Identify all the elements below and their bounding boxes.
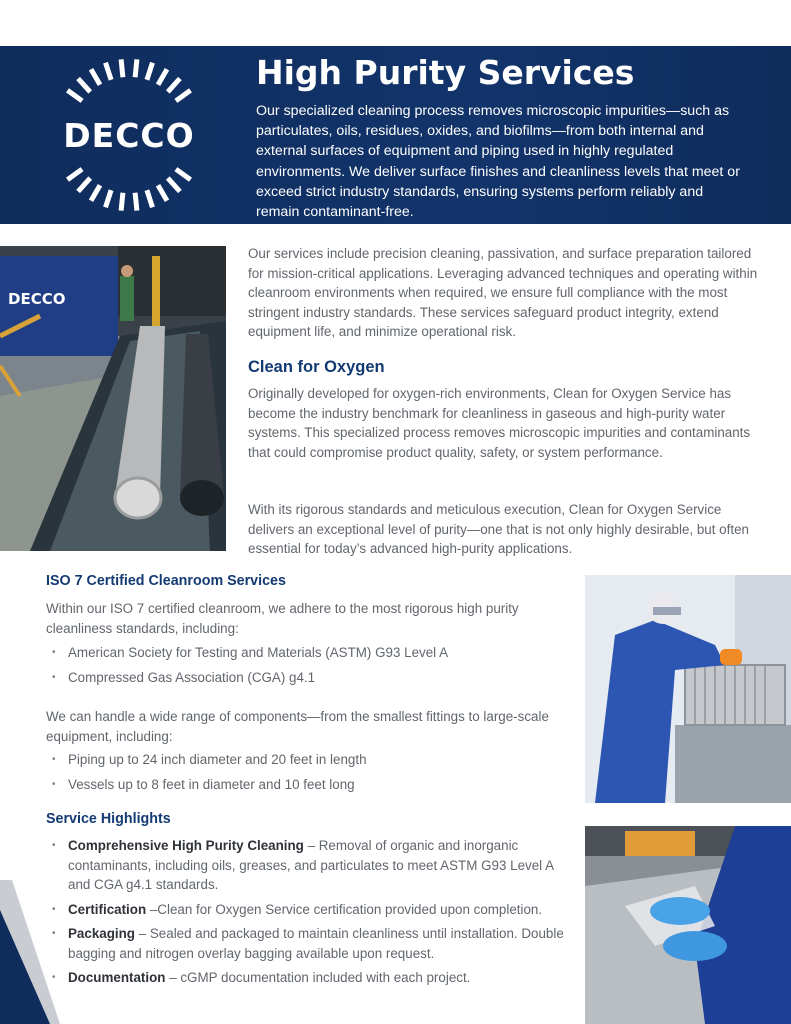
highlight-item <box>46 924 566 963</box>
highlight-text: – Removal of organic and inorganic contaminants, including oils, greases, and particulates to meet ASTM G93 Level A and CGA g4.1 standards. <box>68 838 554 892</box>
list-item: • Piping up to 24 inch diameter and 20 feet in length <box>46 750 566 770</box>
highlight-text: – cGMP documentation included with each project. <box>165 970 471 985</box>
iso-heading: ISO 7 Certified Cleanroom Services <box>46 573 286 589</box>
logo-ray <box>91 69 100 85</box>
highlight-label: Certification <box>68 901 147 917</box>
logo-ray <box>158 185 167 201</box>
logo-ray <box>68 90 83 101</box>
highlight-item <box>46 968 566 988</box>
logo-ray <box>106 63 112 80</box>
logo-ray <box>168 178 180 191</box>
highlight-label: Comprehensive High Purity Cleaning <box>68 838 304 853</box>
logo-ray <box>147 63 153 80</box>
services-paragraph: Our services include precision cleaning, passivation, and surface preparation tailored for mission-critical applications. Leveraging advanced techniques and operating within cleanroom environments when required, we ensure full compliance with the most stringent industry standards. These services safeguard product integrity, extend equipment life, and minimize operational risk. <box>248 246 758 339</box>
logo-ray <box>135 193 137 211</box>
logo-ray <box>135 59 137 77</box>
highlight-item <box>46 900 566 920</box>
components-list <box>46 750 566 800</box>
logo-ray <box>176 90 191 101</box>
highlight-label: Packaging <box>68 926 135 941</box>
oxygen-paragraph-2: With its rigorous standards and meticulous execution, Clean for Oxygen Service delivers an exceptional level of purity—one that is not only highly desirable, but often essential for today’s advanced high-purity applications. <box>248 502 749 556</box>
logo-ray <box>168 79 180 92</box>
logo-ray <box>91 185 100 201</box>
logo-ray <box>176 169 191 180</box>
highlight-item <box>46 836 566 895</box>
highlight-text: –Clean for Oxygen Service certification provided upon completion. <box>146 901 543 917</box>
list-item: • Compressed Gas Association (CGA) g4.1 <box>46 668 566 688</box>
logo-ray <box>78 178 90 191</box>
highlights-list <box>46 836 566 993</box>
header-intro: Our specialized cleaning process removes microscopic impurities—such as particulates, oils, residues, oxides, and biofilms—from both internal and external surfaces of equipment and piping used in highly regulated environments. We deliver surface finishes and cleanliness levels that meet or exceed strict industry standards, ensuring systems perform reliably and remain contaminant-free. <box>256 103 740 221</box>
photo-logo-text: DECCO <box>8 290 66 308</box>
page-title: High Purity Services <box>256 53 635 92</box>
cleanroom-photo <box>585 575 791 803</box>
iso-intro: Within our ISO 7 certified cleanroom, we adhere to the most rigorous high purity cleanliness standards, including: <box>46 601 519 636</box>
logo-ray <box>121 59 123 77</box>
list-item: • Vessels up to 8 feet in diameter and 10 feet long <box>46 775 566 795</box>
service-highlights-heading: Service Highlights <box>46 811 171 827</box>
oxygen-paragraph-1: Originally developed for oxygen-rich environments, Clean for Oxygen Service has become the industry benchmark for cleanliness in gaseous and high-purity water systems. This specialized process removes microscopic impurities and contaminants that could compromise product quality, safety, or system performance. <box>248 386 751 460</box>
logo-ray <box>158 69 167 85</box>
highlight-label: Documentation <box>68 970 166 985</box>
highlight-text: – Sealed and packaged to maintain cleanliness until installation. Double bagging and nitrogen overlay bagging available upon request. <box>68 926 564 961</box>
logo-ray <box>147 190 153 207</box>
logo-ray <box>78 79 90 92</box>
logo-ray <box>106 190 112 207</box>
gloves-photo <box>585 826 791 1024</box>
logo-text: DECCO <box>63 116 195 155</box>
standards-list <box>46 643 566 693</box>
list-item: • American Society for Testing and Materials (ASTM) G93 Level A <box>46 643 566 663</box>
clean-for-oxygen-heading: Clean for Oxygen <box>248 358 385 376</box>
logo-ray <box>68 169 83 180</box>
decco-logo <box>48 58 210 213</box>
components-intro: We can handle a wide range of components—from the smallest fittings to large-scale equipment, including: <box>46 709 549 744</box>
corner-accent <box>0 880 60 1024</box>
pipes-photo <box>0 246 226 551</box>
logo-ray <box>121 193 123 211</box>
